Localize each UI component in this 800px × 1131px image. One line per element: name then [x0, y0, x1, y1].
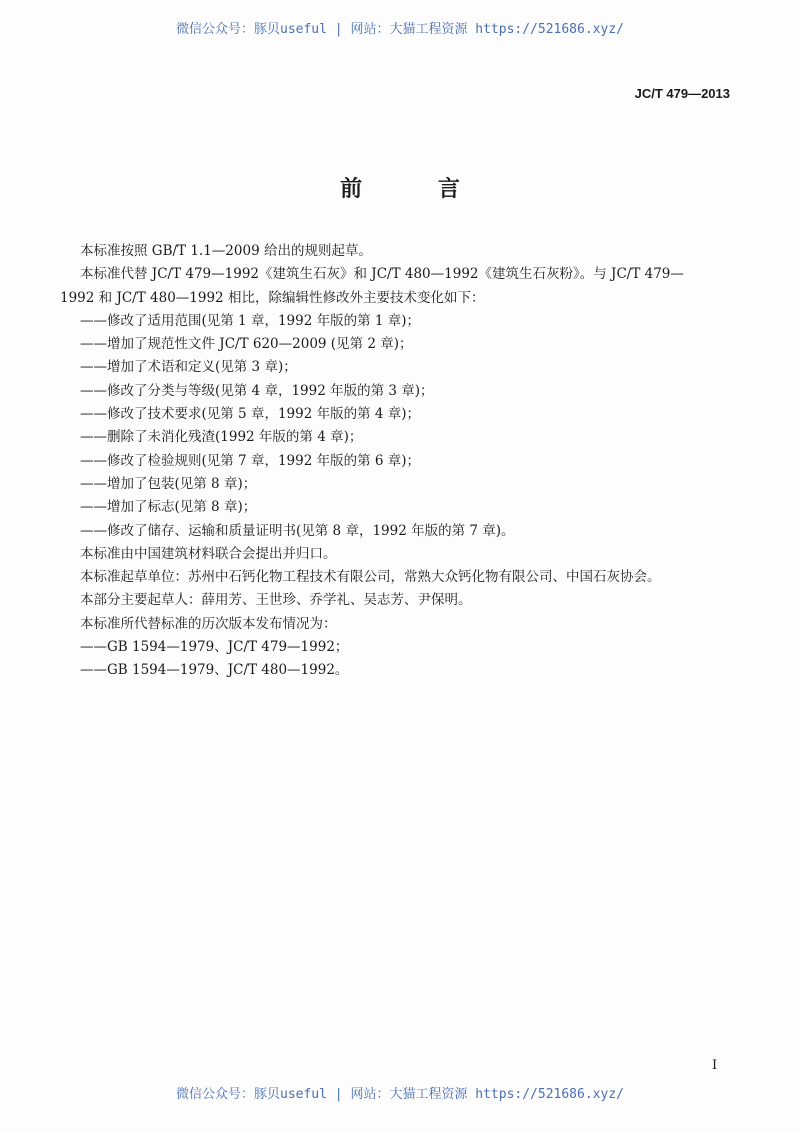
paragraph: ——修改了储存、运输和质量证明书(见第 8 章，1992 年版的第 7 章)。 — [80, 522, 515, 539]
page-number: I — [712, 1058, 718, 1073]
paragraph: ——删除了未消化残渣(1992 年版的第 4 章)； — [80, 429, 363, 446]
paragraph: 1992 和 JC/T 480—1992 相比，除编辑性修改外主要技术变化如下： — [60, 289, 485, 306]
paragraph: 本标准由中国建筑材料联合会提出并归口。 — [80, 545, 337, 562]
paragraph: 本标准按照 GB/T 1.1—2009 给出的规则起草。 — [80, 243, 372, 259]
page-title: 前 言 — [340, 177, 494, 202]
standard-number: JC/T 479—2013 — [634, 86, 730, 101]
watermark-top: 微信公众号：豚贝useful | 网站：大猫工程资源 https://521686.xyz/ — [176, 22, 624, 37]
paragraph: ——GB 1594—1979、JC/T 480—1992。 — [80, 662, 349, 679]
watermark-bottom: 微信公众号：豚贝useful | 网站：大猫工程资源 https://521686.xyz/ — [176, 1087, 624, 1102]
paragraph: ——增加了术语和定义(见第 3 章)； — [80, 359, 297, 376]
paragraph: ——增加了规范性文件 JC/T 620—2009 (见第 2 章)； — [80, 336, 413, 353]
paragraph: 本部分主要起草人：薛用芳、王世珍、乔学礼、吴志芳、尹保明。 — [80, 592, 472, 609]
paragraph: 本标准起草单位：苏州中石钙化物工程技术有限公司，常熟大众钙化物有限公司、中国石灰协会。 — [80, 569, 661, 586]
paragraph: ——GB 1594—1979、JC/T 479—1992； — [80, 639, 349, 656]
paragraph: 本标准所代替标准的历次版本发布情况为： — [80, 615, 337, 632]
paragraph: ——增加了标志(见第 8 章)； — [80, 499, 257, 516]
paragraph: 本标准代替 JC/T 479—1992《建筑生石灰》和 JC/T 480—1992《建筑生石灰粉》。与 JC/T 479— — [80, 266, 684, 283]
paragraph: ——修改了技术要求(见第 5 章，1992 年版的第 4 章)； — [80, 406, 421, 423]
paragraph: ——修改了检验规则(见第 7 章，1992 年版的第 6 章)； — [80, 452, 421, 469]
foreword-body — [60, 240, 744, 683]
paragraph: ——修改了分类与等级(见第 4 章，1992 年版的第 3 章)； — [80, 382, 434, 399]
paragraph: ——增加了包装(见第 8 章)； — [80, 475, 257, 492]
paragraph: ——修改了适用范围(见第 1 章，1992 年版的第 1 章)； — [80, 312, 421, 329]
